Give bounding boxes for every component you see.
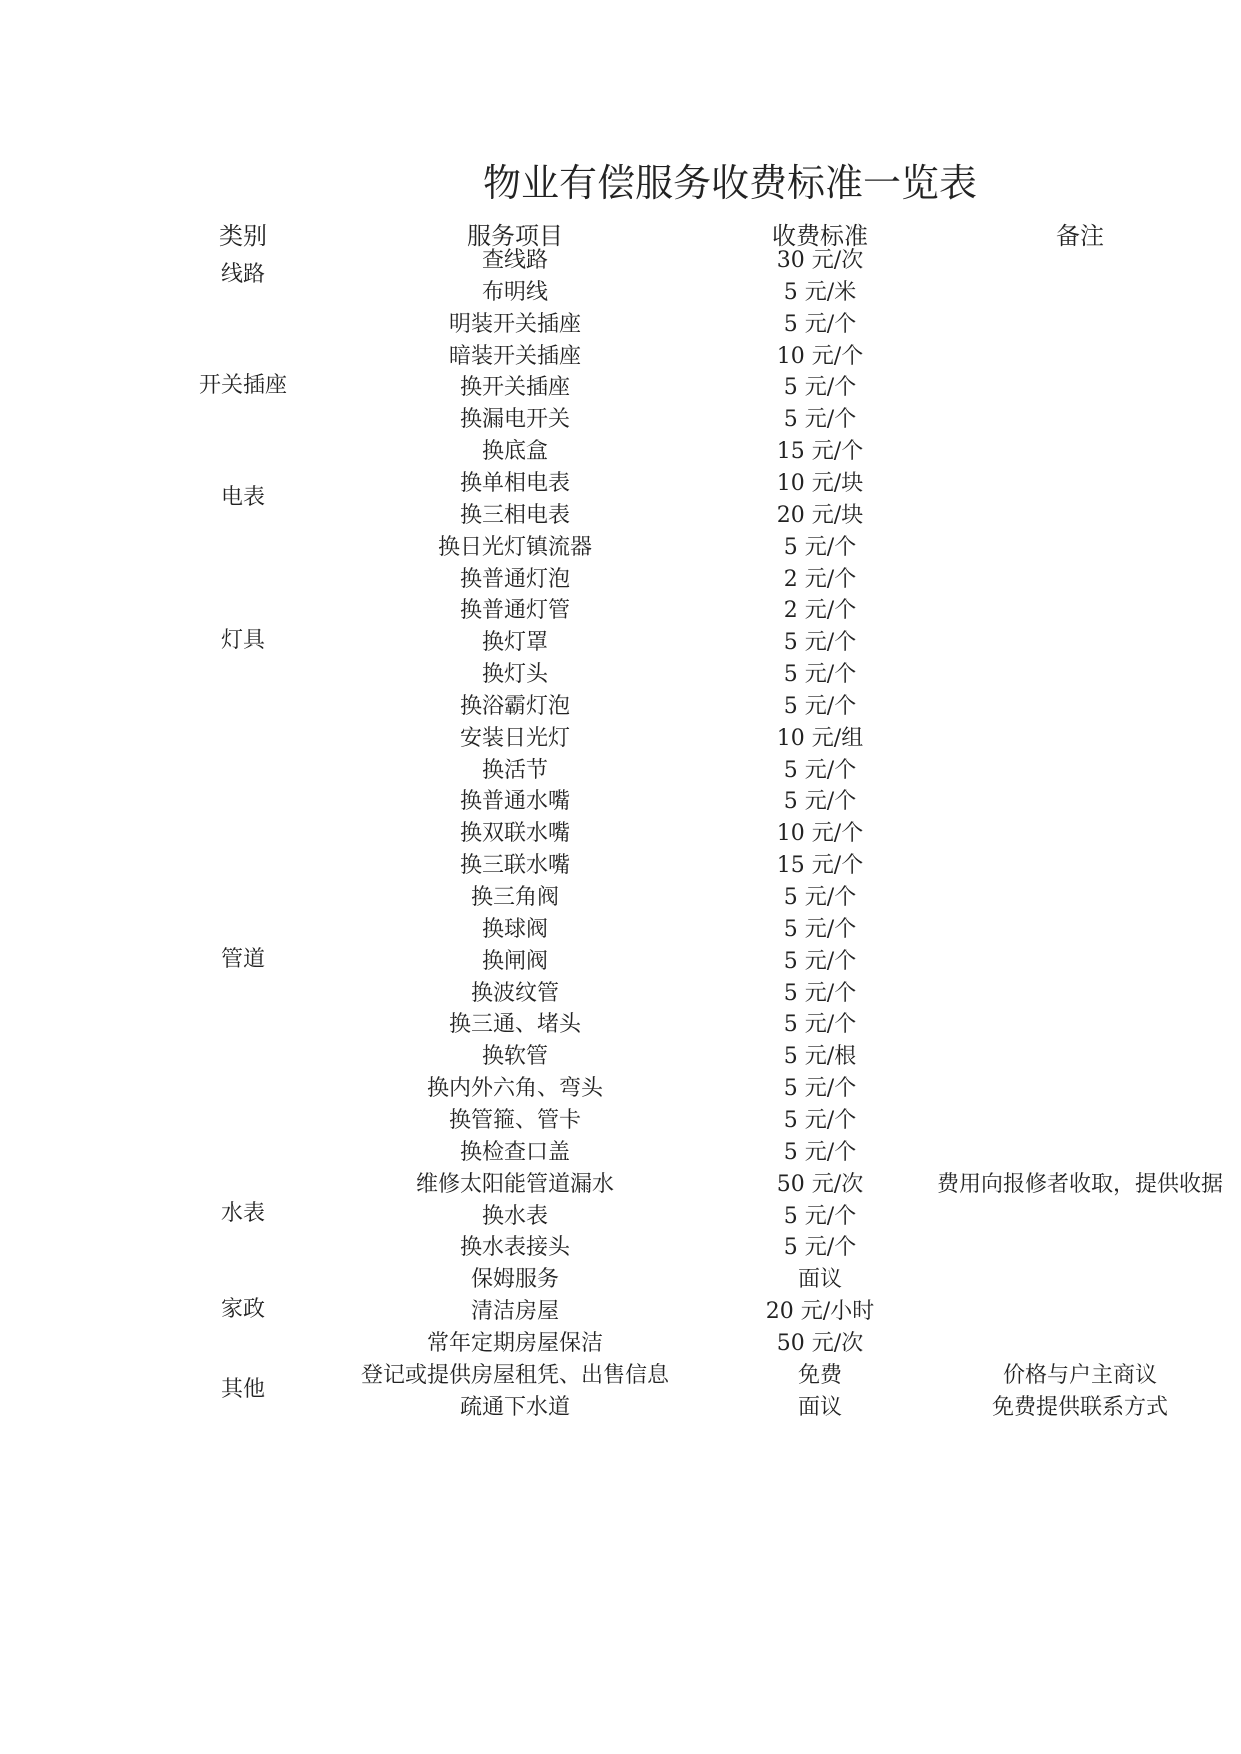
service-item: 换双联水嘴 [459, 821, 570, 847]
fee-standard: 5 元/个 [783, 407, 857, 433]
service-item: 布明线 [481, 279, 548, 305]
remark [920, 1007, 1240, 1043]
fee-standard: 2 元/个 [783, 566, 857, 592]
remark [920, 243, 1240, 279]
fee-standard: 5 元/个 [783, 789, 857, 815]
remark [920, 498, 1240, 534]
remark [920, 434, 1240, 470]
service-item: 换灯头 [481, 662, 548, 688]
fee-standard: 5 元/根 [783, 1044, 857, 1070]
remark [920, 848, 1240, 884]
fee-standard: 20 元/块 [776, 502, 864, 528]
fee-standard: 2 元/个 [783, 598, 857, 624]
category-label: 灯具 [220, 628, 265, 654]
header-category: 类别 [219, 222, 267, 250]
category-label: 线路 [220, 261, 265, 287]
fee-standard: 5 元/米 [783, 279, 857, 305]
service-item: 换普通水嘴 [459, 789, 570, 815]
fee-standard: 30 元/次 [776, 248, 864, 273]
service-item: 保姆服务 [470, 1267, 559, 1293]
service-item: 换波纹管 [470, 980, 559, 1006]
fee-standard: 5 元/个 [783, 1076, 857, 1102]
fee-standard: 10 元/个 [776, 343, 864, 369]
fee-standard: 5 元/个 [783, 693, 857, 719]
remark [920, 1039, 1240, 1075]
remark [920, 1294, 1240, 1330]
remark [920, 816, 1240, 852]
remark [920, 753, 1240, 789]
remark [920, 1071, 1240, 1107]
fee-standard: 5 元/个 [783, 948, 857, 974]
remark [920, 976, 1240, 1012]
category-label: 其他 [220, 1376, 265, 1402]
remark: 费用向报修者收取，提供收据 [936, 1171, 1223, 1197]
remark [920, 1262, 1240, 1298]
service-item: 清洁房屋 [470, 1299, 559, 1325]
remark [920, 944, 1240, 980]
remark: 免费提供联系方式 [991, 1394, 1168, 1420]
remark [920, 562, 1240, 598]
fee-standard: 5 元/个 [783, 885, 857, 910]
service-item: 换内外六角、弯头 [426, 1076, 603, 1102]
fee-standard: 5 元/个 [783, 1235, 857, 1261]
service-item: 换水表 [481, 1203, 548, 1229]
fee-standard: 5 元/个 [783, 1107, 857, 1133]
remark [920, 370, 1240, 406]
remark: 价格与户主商议 [1002, 1362, 1157, 1388]
remark [920, 689, 1240, 725]
remark [920, 657, 1240, 693]
service-item: 换球阀 [481, 916, 548, 942]
service-item: 换灯罩 [481, 630, 548, 656]
fee-standard: 5 元/个 [783, 1203, 857, 1229]
header-item: 服务项目 [467, 222, 563, 250]
service-item: 换三联水嘴 [459, 853, 570, 879]
fee-standard: 10 元/块 [776, 470, 864, 496]
fee-standard: 面议 [797, 1267, 842, 1293]
remark [920, 784, 1240, 820]
remark [920, 1199, 1240, 1235]
fee-standard: 15 元/个 [776, 439, 864, 465]
service-item: 换软管 [481, 1044, 548, 1070]
fee-standard: 50 元/次 [776, 1171, 864, 1197]
page-title: 物业有偿服务收费标准一览表 [482, 161, 977, 205]
remark [920, 466, 1240, 502]
category-label: 开关插座 [198, 373, 287, 399]
fee-standard: 20 元/小时 [765, 1299, 875, 1325]
fee-standard: 5 元/个 [783, 757, 857, 783]
fee-standard: 5 元/个 [783, 630, 857, 656]
remark [920, 880, 1240, 916]
service-item: 换开关插座 [459, 375, 570, 401]
remark [920, 1326, 1240, 1362]
fee-standard: 5 元/个 [783, 1139, 857, 1165]
remark [920, 530, 1240, 566]
service-item: 换单相电表 [459, 470, 570, 496]
remark [920, 721, 1240, 757]
remark [920, 275, 1240, 311]
service-item: 换管箍、管卡 [448, 1107, 581, 1133]
service-item: 换漏电开关 [459, 407, 570, 433]
service-item: 换三通、堵头 [448, 1012, 581, 1038]
fee-standard: 5 元/个 [783, 534, 857, 560]
header-fee: 收费标准 [772, 222, 868, 250]
remark [920, 593, 1240, 629]
service-item: 安装日光灯 [459, 725, 570, 751]
service-item: 登记或提供房屋租凭、出售信息 [360, 1362, 669, 1388]
fee-standard: 50 元/次 [776, 1330, 864, 1356]
header-note: 备注 [1056, 222, 1104, 250]
fee-standard: 面议 [797, 1394, 842, 1420]
category-label: 家政 [220, 1296, 265, 1322]
fee-standard: 免费 [797, 1362, 842, 1388]
service-item: 常年定期房屋保洁 [426, 1330, 603, 1356]
service-item: 换底盒 [481, 439, 548, 465]
remark [920, 1230, 1240, 1266]
service-item: 查线路 [481, 248, 548, 273]
service-item: 换三相电表 [459, 502, 570, 528]
fee-standard: 15 元/个 [776, 853, 864, 879]
fee-standard: 10 元/个 [776, 821, 864, 847]
service-item: 暗装开关插座 [448, 343, 581, 369]
service-item: 换三角阀 [470, 885, 559, 910]
service-item: 换普通灯管 [459, 598, 570, 624]
service-item: 明装开关插座 [448, 311, 581, 337]
service-item: 换普通灯泡 [459, 566, 570, 592]
category-label: 电表 [220, 484, 265, 510]
remark [920, 625, 1240, 661]
remark [920, 402, 1240, 438]
fee-standard: 5 元/个 [783, 980, 857, 1006]
service-item: 换水表接头 [459, 1235, 570, 1261]
fee-standard: 5 元/个 [783, 916, 857, 942]
category-label: 管道 [220, 946, 265, 972]
remark [920, 307, 1240, 343]
fee-standard: 10 元/组 [776, 725, 864, 751]
service-item: 换闸阀 [481, 948, 548, 974]
service-item: 疏通下水道 [459, 1394, 570, 1420]
fee-standard: 5 元/个 [783, 662, 857, 688]
category-label: 水表 [220, 1201, 265, 1227]
remark [920, 1103, 1240, 1139]
fee-standard: 5 元/个 [783, 375, 857, 401]
service-item: 换活节 [481, 757, 548, 783]
service-item: 换浴霸灯泡 [459, 693, 570, 719]
remark [920, 339, 1240, 375]
remark [920, 912, 1240, 948]
service-item: 换检查口盖 [459, 1139, 570, 1165]
service-item: 换日光灯镇流器 [437, 534, 592, 560]
fee-standard: 5 元/个 [783, 1012, 857, 1038]
fee-standard: 5 元/个 [783, 311, 857, 337]
remark [920, 1135, 1240, 1171]
service-item: 维修太阳能管道漏水 [415, 1171, 614, 1197]
